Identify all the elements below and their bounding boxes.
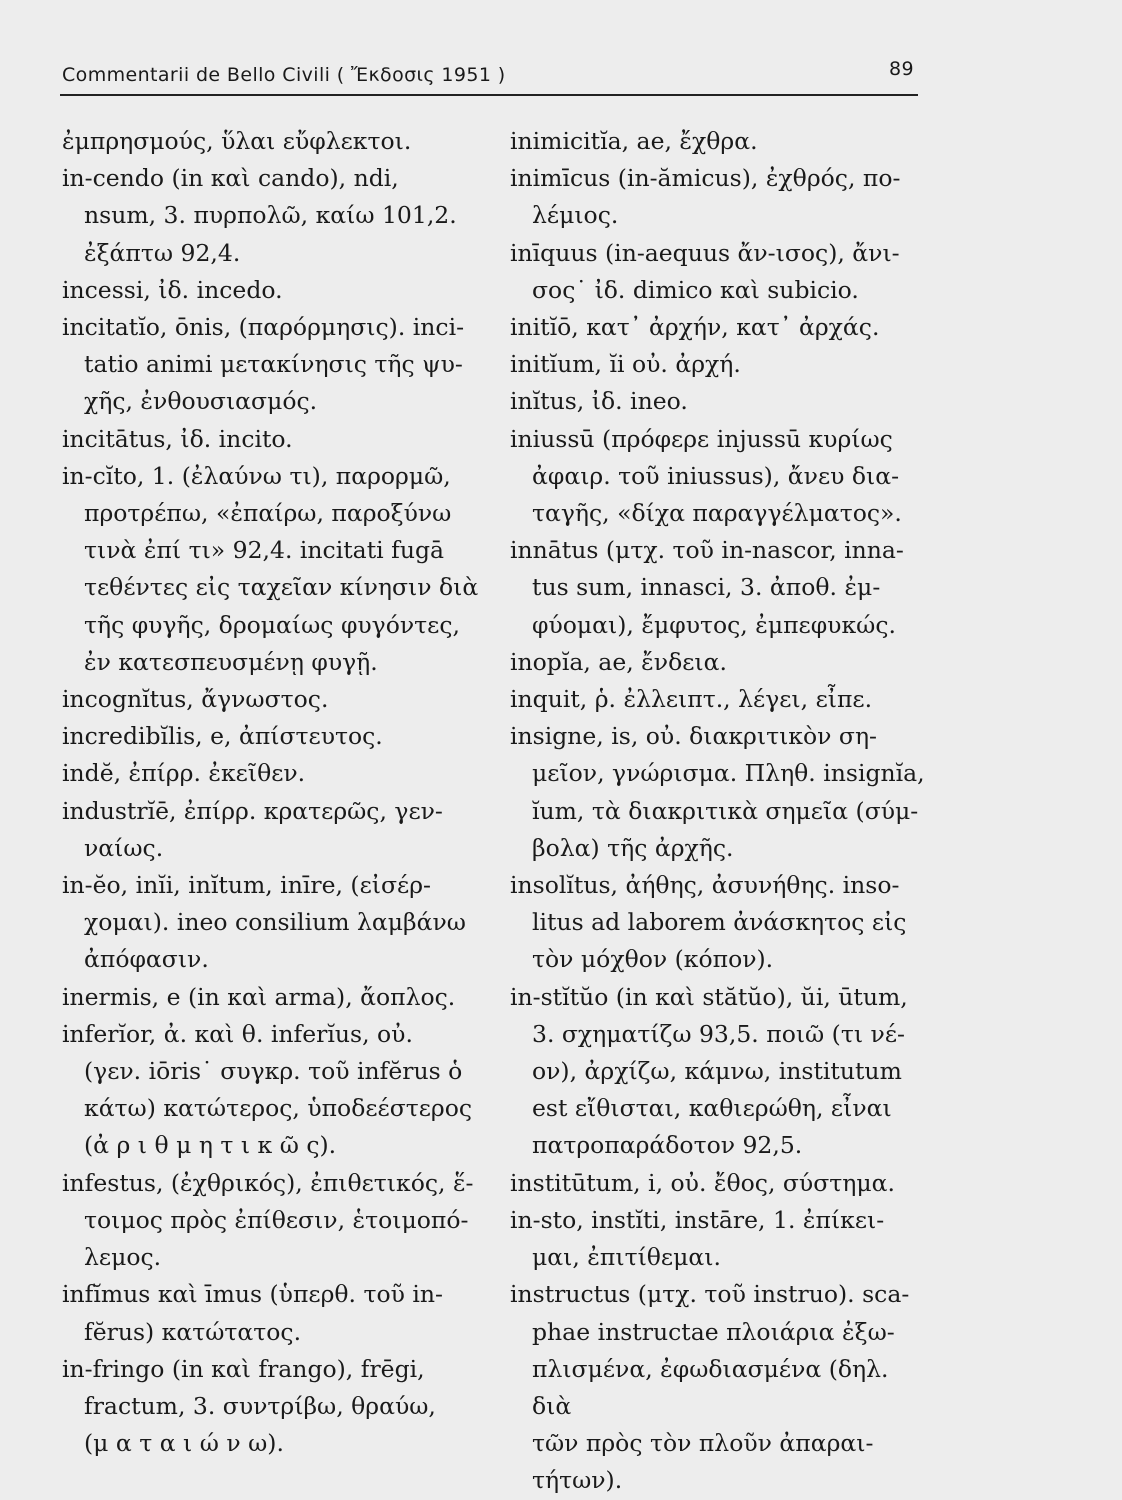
entry-line: χῆς, ἐνθουσιασμός.: [84, 387, 318, 416]
entry-line: τὸν μόχθον (κόπον).: [532, 945, 774, 974]
entry-line: ἀφαιρ. τοῦ iniussus), ἄνευ δια-: [532, 461, 900, 490]
entry-line: χομαι). ineo consilium λαμβάνω: [84, 908, 466, 937]
dictionary-entry: [510, 1165, 930, 1202]
header-title: Commentarii de Bello Civili ( Ἔκδοσις 1951 ): [62, 64, 506, 86]
entry-line: indĕ, ἐπίρρ. ἐκεῖθεν.: [62, 759, 306, 788]
entry-line: τοιμος πρὸς ἐπίθεσιν, ἑτοιμοπό-: [84, 1205, 469, 1234]
entry-line: iniussū (πρόφερε injussū κυρίως: [510, 424, 893, 453]
entry-line: τήτων).: [532, 1466, 623, 1495]
dictionary-entry: [62, 1276, 482, 1350]
dictionary-entry: [62, 272, 482, 309]
entry-line: tus sum, innasci, 3. ἀποθ. ἐμ-: [532, 573, 881, 602]
entry-line: φύομαι), ἔμφυτος, ἐμπεφυκώς.: [532, 610, 896, 639]
entry-line: ἐξάπτω 92,4.: [84, 238, 241, 267]
entry-line: infĭmus καὶ īmus (ὑπερθ. τοῦ in-: [62, 1280, 443, 1309]
entry-line: λέμιος.: [532, 201, 619, 230]
entry-line: nsum, 3. πυρπολῶ, καίω 101,2.: [84, 201, 457, 230]
dictionary-entry: [510, 681, 930, 718]
entry-line: τεθέντες εἰς ταχεῖαν κίνησιν διὰ: [84, 573, 479, 602]
dictionary-entry: [62, 718, 482, 755]
dictionary-entry: [62, 793, 482, 867]
dictionary-entry: [510, 160, 930, 234]
dictionary-entry: [510, 309, 930, 346]
entry-line: τῶν πρὸς τὸν πλοῦν ἀπαραι-: [532, 1429, 874, 1458]
entry-line: inferĭor, ἀ. καὶ θ. inferĭus, οὐ.: [62, 1019, 413, 1048]
entry-line: προτρέπω, «ἐπαίρω, παροξύνω: [84, 499, 452, 528]
entry-line: in-stĭtŭo (in καὶ stătŭo), ŭi, ūtum,: [510, 982, 908, 1011]
dictionary-entry: [62, 1351, 482, 1463]
dictionary-entry: [62, 979, 482, 1016]
entry-line: σος˙ ἰδ. dimico καὶ subicio.: [532, 275, 859, 304]
entry-line: phae instructae πλοιάρια ἐξω-: [532, 1317, 895, 1346]
entry-line: ἐν κατεσπευσμένῃ φυγῇ.: [84, 647, 378, 676]
entry-line: inquit, ῥ. ἐλλειπτ., λέγει, εἶπε.: [510, 685, 873, 714]
dictionary-entry: [62, 309, 482, 421]
entry-line: industrĭē, ἐπίρρ. κρατερῶς, γεν-: [62, 796, 443, 825]
entry-line: in-cendo (in καὶ cando), ndi,: [62, 164, 399, 193]
entry-line: μεῖον, γνώρισμα. Πληθ. insignĭa,: [532, 759, 925, 788]
entry-line: λεμος.: [84, 1243, 162, 1272]
entry-line: incessi, ἰδ. incedo.: [62, 275, 283, 304]
entry-line: πατροπαράδοτον 92,5.: [532, 1131, 803, 1160]
entry-line: incitātus, ἰδ. incito.: [62, 424, 293, 453]
dictionary-entry: [510, 383, 930, 420]
entry-line: insigne, is, οὐ. διακριτικὸν ση-: [510, 722, 877, 751]
entry-line: ον), ἀρχίζω, κάμνω, institutum: [532, 1057, 902, 1086]
dictionary-entry: [510, 532, 930, 644]
entry-line: inermis, e (in καὶ arma), ἄοπλος.: [62, 982, 456, 1011]
entry-line: inīquus (in-aequus ἄν-ισος), ἄνι-: [510, 238, 900, 267]
running-header: [60, 60, 918, 96]
entry-line: initĭō, κατ᾿ ἀρχήν, κατ᾿ ἀρχάς.: [510, 313, 880, 342]
entry-line: inĭtus, ἰδ. ineo.: [510, 387, 688, 416]
entry-line: ἐμπρησμούς, ὕλαι εὔφλεκτοι.: [62, 127, 412, 155]
dictionary-entry: [62, 1016, 482, 1165]
entry-line: ĭum, τὰ διακριτικὰ σημεῖα (σύμ-: [532, 796, 919, 825]
entry-line: fractum, 3. συντρίβω, θραύω,: [84, 1391, 436, 1420]
dictionary-entry: [510, 867, 930, 979]
entry-line: institūtum, i, οὐ. ἔθος, σύστημα.: [510, 1168, 895, 1197]
entry-line: (ἀ ρ ι θ μ η τ ι κ ῶ ς).: [84, 1131, 337, 1160]
dictionary-entry: [510, 979, 930, 1165]
entry-line: incitatĭo, ōnis, (παρόρμησις). inci-: [62, 313, 465, 342]
dictionary-entry: [62, 421, 482, 458]
dictionary-entry: [62, 1165, 482, 1277]
entry-line: τινὰ ἐπί τι» 92,4. incitati fugā: [84, 536, 445, 565]
entry-line: est εἴθισται, καθιερώθη, εἶναι: [532, 1094, 892, 1123]
dictionary-entry: [62, 755, 482, 792]
entry-line: infestus, (ἐχθρικός), ἐπιθετικός, ἕ-: [62, 1168, 474, 1197]
dictionary-entry: [510, 1276, 930, 1499]
entry-line: μαι, ἐπιτίθεμαι.: [532, 1243, 721, 1272]
entry-line: (μ α τ α ι ώ ν ω).: [84, 1429, 284, 1458]
entry-line: initĭum, ĭi οὐ. ἀρχή.: [510, 350, 741, 379]
dictionary-entry: [62, 123, 482, 160]
entry-line: πλισμένα, ἐφωδιασμένα (δηλ. διὰ: [532, 1354, 889, 1420]
entry-line: litus ad laborem ἀνάσκητος εἰς: [532, 908, 907, 937]
entry-line: 3. σχηματίζω 93,5. ποιῶ (τι νέ-: [532, 1019, 905, 1048]
entry-line: βολα) τῆς ἀρχῆς.: [532, 833, 734, 862]
entry-line: instructus (μτχ. τοῦ instruo). sca-: [510, 1280, 910, 1309]
dictionary-entry: [62, 867, 482, 979]
dictionary-entry: [62, 681, 482, 718]
entry-line: in-sto, instĭti, instāre, 1. ἐπίκει-: [510, 1205, 885, 1234]
dictionary-entry: [510, 718, 930, 867]
entry-line: τῆς φυγῆς, δρομαίως φυγόντες,: [84, 610, 460, 639]
entry-line: ταγῆς, «δίχα παραγγέλματος».: [532, 499, 902, 528]
right-column: [510, 123, 930, 1500]
dictionary-entry: [510, 421, 930, 533]
entry-line: inimicitĭa, ae, ἔχθρα.: [510, 127, 758, 155]
entry-line: fĕrus) κατώτατος.: [84, 1317, 302, 1346]
entry-line: incredibĭlis, e, ἀπίστευτος.: [62, 722, 383, 751]
entry-line: in-cĭto, 1. (ἐλαύνω τι), παρορμῶ,: [62, 461, 451, 490]
entry-line: in-fringo (in καὶ frango), frēgi,: [62, 1354, 425, 1383]
dictionary-entry: [510, 235, 930, 309]
entry-line: innātus (μτχ. τοῦ in-nascor, inna-: [510, 536, 904, 565]
dictionary-entry: [62, 160, 482, 272]
left-column: [62, 123, 482, 1462]
entry-line: inopĭa, ae, ἔνδεια.: [510, 647, 727, 676]
entry-line: inimīcus (in-ămicus), ἐχθρός, πο-: [510, 164, 901, 193]
entry-line: insolĭtus, ἀήθης, ἀσυνήθης. inso-: [510, 871, 900, 900]
dictionary-entry: [510, 1202, 930, 1276]
entry-line: ἀπόφασιν.: [84, 945, 209, 974]
page-number: 89: [889, 58, 914, 80]
entry-line: in-ĕo, inĭi, inĭtum, inīre, (εἰσέρ-: [62, 871, 431, 900]
entry-line: ναίως.: [84, 833, 164, 862]
entry-line: (γεν. iōris˙ συγκρ. τοῦ infĕrus ὁ: [84, 1057, 463, 1086]
dictionary-entry: [510, 644, 930, 681]
entry-line: incognĭtus, ἄγνωστος.: [62, 685, 329, 714]
entry-line: tatio animi μετακίνησις τῆς ψυ-: [84, 350, 463, 379]
entry-line: κάτω) κατώτερος, ὑποδεέστερος: [84, 1094, 473, 1123]
dictionary-entry: [62, 458, 482, 681]
dictionary-entry: [510, 123, 930, 160]
dictionary-entry: [510, 346, 930, 383]
